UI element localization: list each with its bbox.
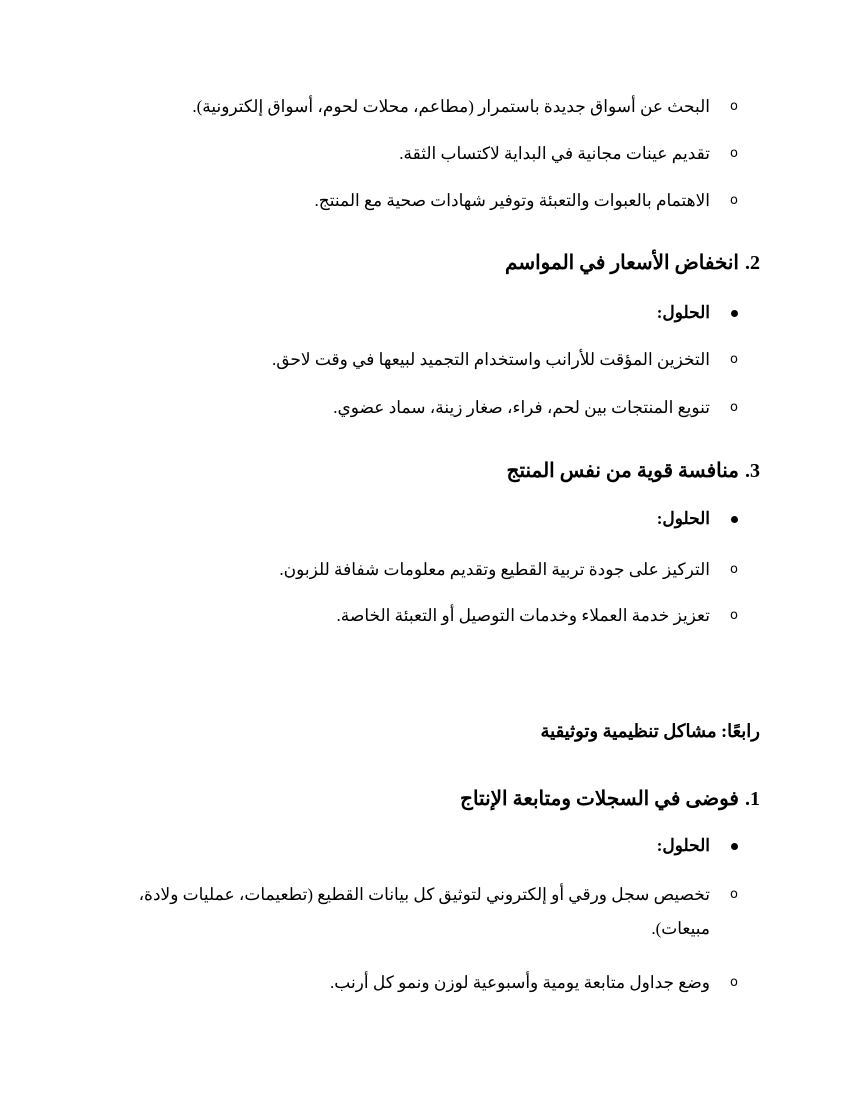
- heading-number: 2.: [745, 252, 760, 274]
- problem-heading: [100, 458, 760, 483]
- list-item-text: التخزين المؤقت للأرانب واستخدام التجميد لبيعها في وقت لاحق.: [271, 350, 710, 369]
- solutions-label: الحلول:: [657, 509, 710, 529]
- heading-number: 1.: [745, 788, 760, 810]
- list-item-text: التركيز على جودة تربية القطيع وتقديم معلومات شفافة للزبون.: [279, 560, 710, 579]
- list-item: [100, 599, 738, 633]
- list-item: [100, 966, 738, 1000]
- list-item: [100, 137, 738, 171]
- list-item-text: تعزيز خدمة العملاء وخدمات التوصيل أو التعبئة الخاصة.: [336, 606, 710, 625]
- list-item-text: البحث عن أسواق جديدة باستمرار (مطاعم، محلات لحوم، أسواق إلكترونية).: [192, 97, 710, 116]
- list-item: [100, 391, 738, 425]
- filled-bullet-icon: [731, 516, 738, 523]
- filled-bullet-icon: [731, 843, 738, 850]
- circle-bullet-icon: o: [730, 887, 738, 902]
- circle-bullet-icon: o: [730, 146, 738, 161]
- list-item-text: تخصيص سجل ورقي أو إلكتروني لتوثيق كل بيانات القطيع (تطعيمات، عمليات ولادة، مبيعات).: [138, 885, 710, 938]
- heading-title: منافسة قوية من نفس المنتج: [506, 460, 739, 482]
- circle-bullet-icon: o: [730, 400, 738, 415]
- circle-bullet-icon: o: [730, 193, 738, 208]
- list-item: [108, 878, 738, 946]
- circle-bullet-icon: o: [730, 352, 738, 367]
- filled-bullet-icon: [731, 310, 738, 317]
- list-item: [100, 343, 738, 377]
- list-item-text: الاهتمام بالعبوات والتعبئة وتوفير شهادات صحية مع المنتج.: [314, 191, 710, 210]
- problem-heading: [100, 786, 760, 811]
- list-item-text: وضع جداول متابعة يومية وأسبوعية لوزن ونمو كل أرنب.: [330, 973, 710, 992]
- section-title: رابعًا: مشاكل تنظيمية وتوثيقية: [540, 721, 760, 741]
- circle-bullet-icon: o: [730, 99, 738, 114]
- list-item-text: تنويع المنتجات بين لحم، فراء، صغار زينة، سماد عضوي.: [333, 398, 710, 417]
- solutions-label: الحلول:: [657, 836, 710, 856]
- list-item: [100, 184, 738, 218]
- list-item: [100, 553, 738, 587]
- list-item: [100, 90, 738, 124]
- problem-heading: [100, 250, 760, 275]
- heading-title: فوضى في السجلات ومتابعة الإنتاج: [460, 788, 739, 810]
- solutions-label: الحلول:: [657, 303, 710, 323]
- circle-bullet-icon: o: [730, 975, 738, 990]
- heading-title: انخفاض الأسعار في المواسم: [505, 252, 739, 274]
- heading-number: 3.: [745, 460, 760, 482]
- list-item-text: تقديم عينات مجانية في البداية لاكتساب الثقة.: [399, 144, 710, 163]
- circle-bullet-icon: o: [730, 608, 738, 623]
- circle-bullet-icon: o: [730, 562, 738, 577]
